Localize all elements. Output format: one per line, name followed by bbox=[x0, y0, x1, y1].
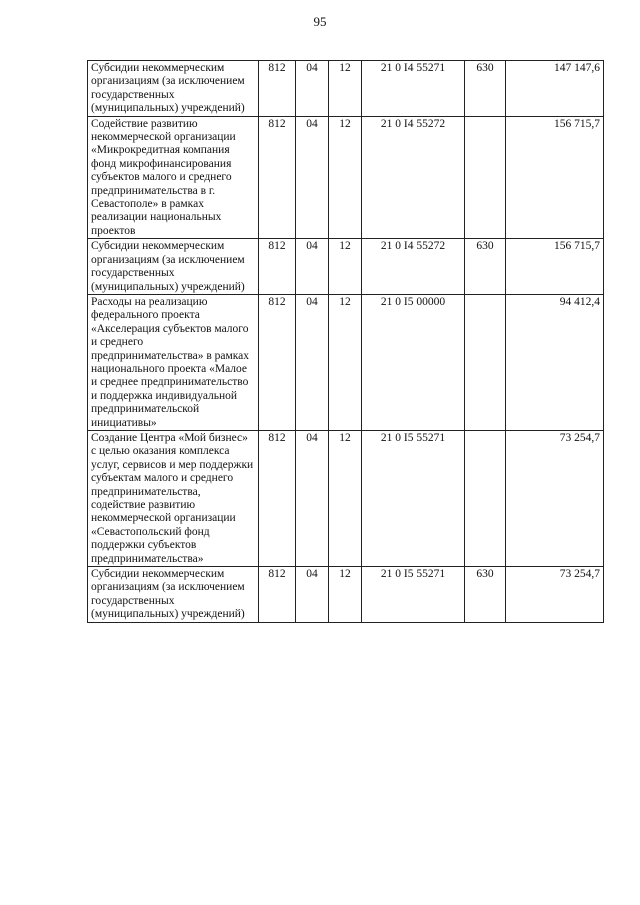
target-article-cell: 21 0 I5 55271 bbox=[362, 567, 465, 623]
target-article-cell: 21 0 I4 55272 bbox=[362, 239, 465, 295]
expense-type-cell bbox=[465, 294, 506, 430]
ministry-code-cell: 812 bbox=[259, 116, 296, 239]
table-row bbox=[88, 294, 604, 430]
expense-type-cell bbox=[465, 430, 506, 566]
section-code-cell: 04 bbox=[296, 567, 329, 623]
amount-cell: 94 412,4 bbox=[506, 294, 604, 430]
item-name-cell: Создание Центра «Мой бизнес» с целью оказания комплекса услуг, сервисов и мер поддержки субъектам малого и среднего предпринимательства, содействие развитию некоммерческой организации «Севастопольский фонд поддержки субъектов предпринимательства» bbox=[88, 430, 259, 566]
ministry-code-cell: 812 bbox=[259, 294, 296, 430]
item-name-cell: Содействие развитию некоммерческой организации «Микрокредитная компания фонд микрофинансирования субъектов малого и среднего предпринимательства в г. Севастополе» в рамках реализации национальных проектов bbox=[88, 116, 259, 239]
subsection-code-cell: 12 bbox=[329, 61, 362, 117]
ministry-code-cell: 812 bbox=[259, 61, 296, 117]
section-code-cell: 04 bbox=[296, 239, 329, 295]
page-number: 95 bbox=[313, 14, 327, 29]
table-row bbox=[88, 116, 604, 239]
amount-cell: 156 715,7 bbox=[506, 239, 604, 295]
target-article-cell: 21 0 I4 55272 bbox=[362, 116, 465, 239]
section-code-cell: 04 bbox=[296, 116, 329, 239]
amount-cell: 73 254,7 bbox=[506, 430, 604, 566]
target-article-cell: 21 0 I5 55271 bbox=[362, 430, 465, 566]
table-row bbox=[88, 567, 604, 623]
amount-cell: 73 254,7 bbox=[506, 567, 604, 623]
section-code-cell: 04 bbox=[296, 430, 329, 566]
amount-cell: 147 147,6 bbox=[506, 61, 604, 117]
ministry-code-cell: 812 bbox=[259, 239, 296, 295]
table-row bbox=[88, 430, 604, 566]
budget-table-body bbox=[88, 61, 604, 623]
item-name-cell: Расходы на реализацию федерального проекта «Акселерация субъектов малого и среднего предпринимательства» в рамках национального проекта «Малое и среднее предпринимательство и поддержка индивидуальной предпринимательской инициативы» bbox=[88, 294, 259, 430]
section-code-cell: 04 bbox=[296, 294, 329, 430]
subsection-code-cell: 12 bbox=[329, 239, 362, 295]
expense-type-cell: 630 bbox=[465, 567, 506, 623]
section-code-cell: 04 bbox=[296, 61, 329, 117]
subsection-code-cell: 12 bbox=[329, 294, 362, 430]
item-name-cell: Субсидии некоммерческим организациям (за исключением государственных (муниципальных) учреждений) bbox=[88, 61, 259, 117]
table-row bbox=[88, 61, 604, 117]
item-name-cell: Субсидии некоммерческим организациям (за исключением государственных (муниципальных) учреждений) bbox=[88, 567, 259, 623]
expense-type-cell bbox=[465, 116, 506, 239]
target-article-cell: 21 0 I5 00000 bbox=[362, 294, 465, 430]
subsection-code-cell: 12 bbox=[329, 430, 362, 566]
expense-type-cell: 630 bbox=[465, 61, 506, 117]
expense-type-cell: 630 bbox=[465, 239, 506, 295]
ministry-code-cell: 812 bbox=[259, 567, 296, 623]
ministry-code-cell: 812 bbox=[259, 430, 296, 566]
item-name-cell: Субсидии некоммерческим организациям (за исключением государственных (муниципальных) учреждений) bbox=[88, 239, 259, 295]
subsection-code-cell: 12 bbox=[329, 116, 362, 239]
budget-table bbox=[87, 60, 604, 623]
target-article-cell: 21 0 I4 55271 bbox=[362, 61, 465, 117]
subsection-code-cell: 12 bbox=[329, 567, 362, 623]
amount-cell: 156 715,7 bbox=[506, 116, 604, 239]
table-row bbox=[88, 239, 604, 295]
